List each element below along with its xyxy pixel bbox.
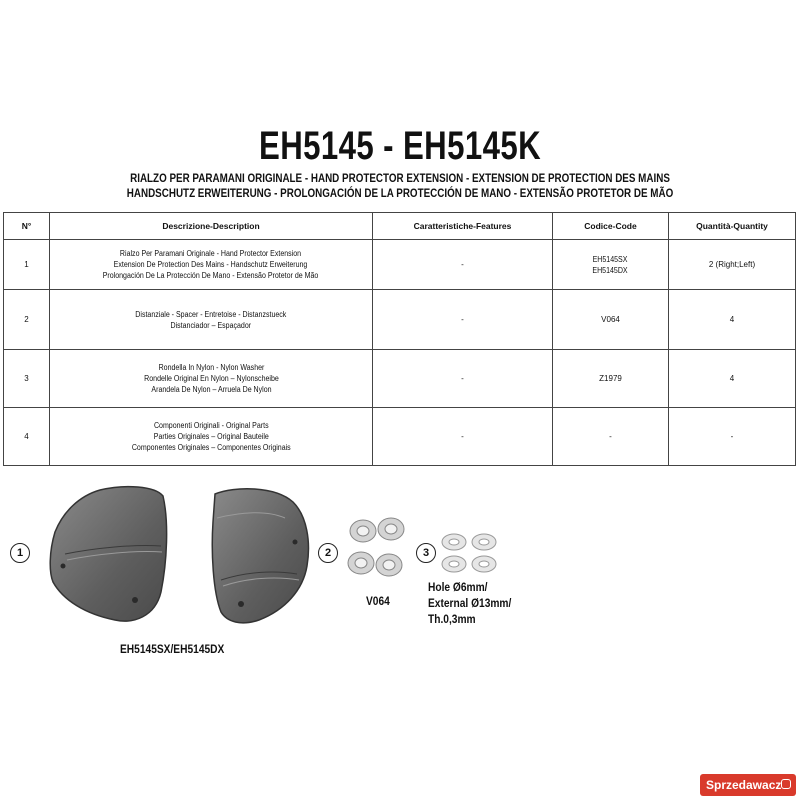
description-line: Rondella In Nylon - Nylon Washer — [158, 363, 264, 372]
description-line: Rialzo Per Paramani Originale - Hand Protector Extension — [120, 249, 302, 258]
item-number-badge-2: 2 — [318, 543, 338, 563]
cell-code: - — [553, 408, 669, 466]
cell-number: 3 — [4, 350, 50, 408]
hand-protector-extensions-drawing — [45, 482, 315, 632]
description-line: Rondelle Original En Nylon – Nylonscheibe — [143, 374, 279, 383]
table-row — [4, 408, 796, 466]
code-line: EH5145DX — [592, 265, 629, 275]
description-line: Parties Originales – Original Bauteile — [153, 432, 269, 441]
cell-number: 1 — [4, 240, 50, 290]
cell-features: - — [373, 290, 553, 350]
description-line: Componenti Originali - Original Parts — [153, 421, 269, 430]
cell-code — [553, 240, 669, 290]
item-number-badge-3: 3 — [416, 543, 436, 563]
watermark-text: Sprzedawacz — [706, 778, 782, 792]
washer-caption-line2: External Ø13mm/ — [428, 596, 512, 610]
nylon-washer-drawing — [438, 530, 504, 580]
code-line: EH5145SX — [593, 254, 628, 264]
description-line: Arandela De Nylon – Arruela De Nylon — [150, 385, 272, 394]
description-line: Distanciador – Espaçador — [170, 320, 252, 330]
cell-description — [50, 290, 373, 350]
cell-description — [50, 350, 373, 408]
description-line: Distanziale - Spacer - Entretoise - Distanzstueck — [135, 309, 287, 319]
cell-features: - — [373, 408, 553, 466]
washer-caption-line3: Th.0,3mm — [428, 612, 476, 626]
header-number: N° — [4, 213, 50, 240]
cell-description — [50, 240, 373, 290]
cell-description — [50, 408, 373, 466]
header-features: Caratteristiche-Features — [373, 213, 553, 240]
cell-code: Z1979 — [553, 350, 669, 408]
document-subtitle-line1: RIALZO PER PARAMANI ORIGINALE - HAND PROTECTOR EXTENSION - EXTENSION DE PROTECTION DES MAINS — [130, 171, 670, 185]
spacer-drawing — [345, 515, 411, 585]
document-title: EH5145 - EH5145K — [258, 124, 541, 168]
cell-features: - — [373, 350, 553, 408]
cell-quantity: - — [669, 408, 796, 466]
table-row — [4, 240, 796, 290]
table-header-row — [4, 213, 796, 240]
table-row — [4, 350, 796, 408]
document-subtitle-line2: HANDSCHUTZ ERWEITERUNG - PROLONGACIÓN DE LA PROTECCIÓN DE MANO - EXTENSÃO PROTETOR DE MÃO — [126, 186, 674, 200]
description-line: Prolongación De La Protección De Mano - Extensão Protetor de Mão — [103, 271, 319, 280]
cell-quantity: 2 (Right;Left) — [669, 240, 796, 290]
hand-protector-caption: EH5145SX/EH5145DX — [120, 642, 225, 656]
description-line: Componentes Originales – Componentes Originais — [131, 443, 291, 452]
washer-caption-line1: Hole Ø6mm/ — [428, 580, 488, 594]
table-row — [4, 290, 796, 350]
description-line: Extension De Protection Des Mains - Handschutz Erweiterung — [114, 260, 308, 269]
parts-illustration-area — [0, 470, 800, 670]
parts-table — [3, 212, 796, 466]
header-description: Descrizione-Description — [50, 213, 373, 240]
header-code: Codice-Code — [553, 213, 669, 240]
cell-quantity: 4 — [669, 350, 796, 408]
cell-quantity: 4 — [669, 290, 796, 350]
cell-number: 4 — [4, 408, 50, 466]
watermark-icon — [781, 779, 791, 789]
watermark-logo — [700, 774, 796, 796]
cell-code: V064 — [553, 290, 669, 350]
cell-number: 2 — [4, 290, 50, 350]
header-quantity: Quantità-Quantity — [669, 213, 796, 240]
spacer-caption: V064 — [366, 594, 390, 608]
item-number-badge-1: 1 — [10, 543, 30, 563]
cell-features: - — [373, 240, 553, 290]
